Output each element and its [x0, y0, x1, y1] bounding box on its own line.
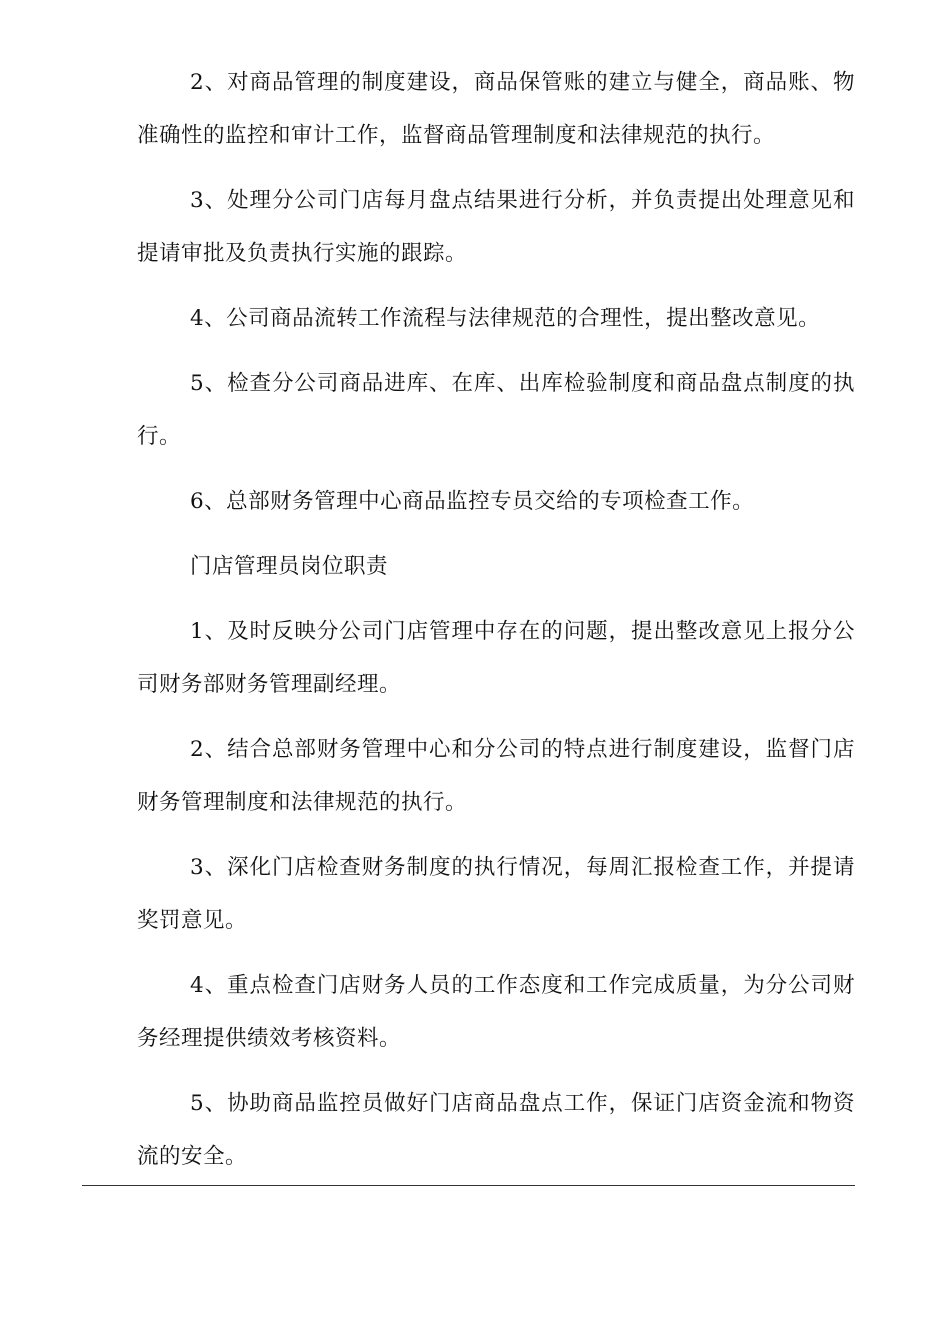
paragraph-weekly-report: 3、深化门店检查财务制度的执行情况，每周汇报检查工作，并提请奖罚意见。	[137, 855, 855, 933]
paragraph-inventory-analysis: 3、处理分公司门店每月盘点结果进行分析，并负责提出处理意见和提请审批及负责执行实施的跟踪。	[137, 188, 855, 266]
paragraph-stock-count: 5、协助商品监控员做好门店商品盘点工作，保证门店资金流和物资流的安全。	[137, 1091, 855, 1169]
paragraph-performance-review: 4、重点检查门店财务人员的工作态度和工作完成质量，为分公司财务经理提供绩效考核资料。	[137, 973, 855, 1051]
document-body	[137, 56, 855, 1195]
paragraph-warehouse-inspection: 5、检查分公司商品进库、在库、出库检验制度和商品盘点制度的执行。	[137, 371, 855, 449]
paragraph-process-review: 4、公司商品流转工作流程与法律规范的合理性，提出整改意见。	[190, 306, 821, 331]
paragraph-commodity-system: 2、对商品管理的制度建设，商品保管账的建立与健全，商品账、物准确性的监控和审计工作，监督商品管理制度和法律规范的执行。	[137, 70, 855, 148]
paragraph-report-issues: 1、及时反映分公司门店管理中存在的问题，提出整改意见上报分公司财务部财务管理副经理。	[137, 619, 855, 697]
paragraph-system-building: 2、结合总部财务管理中心和分公司的特点进行制度建设，监督门店财务管理制度和法律规范的执行。	[137, 737, 855, 815]
footer-divider	[82, 1185, 855, 1186]
section-heading-store-manager: 门店管理员岗位职责	[190, 554, 389, 579]
paragraph-special-inspection: 6、总部财务管理中心商品监控专员交给的专项检查工作。	[190, 489, 755, 514]
